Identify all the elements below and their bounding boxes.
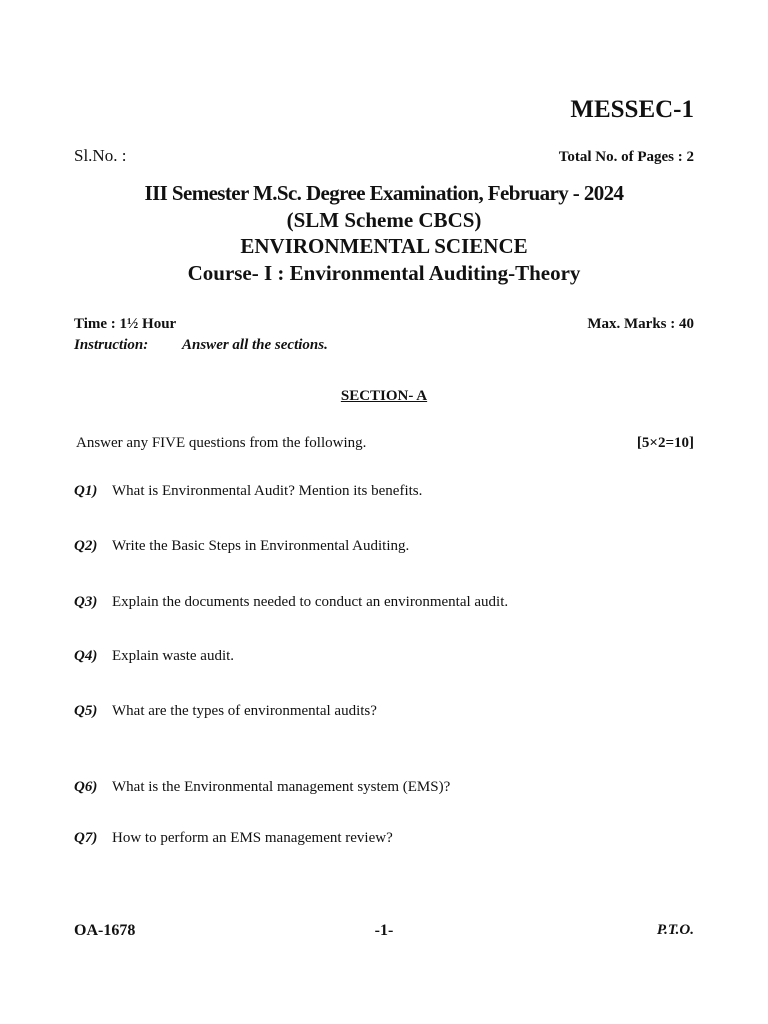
question-item xyxy=(74,779,450,796)
exam-course: Course- I : Environmental Auditing-Theory xyxy=(187,260,581,285)
total-pages: Total No. of Pages : 2 xyxy=(558,149,694,165)
section-marks: [5×2=10] xyxy=(636,435,694,451)
exam-scheme: (SLM Scheme CBCS) xyxy=(286,207,482,232)
question-text: What is the Environmental management system (EMS)? xyxy=(112,779,451,795)
question-number: Q7) xyxy=(74,830,98,846)
question-number: Q5) xyxy=(74,703,98,719)
footer-paper-code: OA-1678 xyxy=(74,922,136,939)
question-number: Q3) xyxy=(74,594,98,610)
question-text: How to perform an EMS management review? xyxy=(112,830,393,846)
section-intro: Answer any FIVE questions from the following. xyxy=(76,435,367,451)
question-text: What is Environmental Audit? Mention its benefits. xyxy=(112,483,423,499)
question-text: Write the Basic Steps in Environmental Auditing. xyxy=(112,538,410,554)
instruction xyxy=(74,337,328,354)
question-number: Q6) xyxy=(74,779,98,795)
instruction-text: Answer all the sections. xyxy=(182,337,328,353)
exam-subject: ENVIRONMENTAL SCIENCE xyxy=(240,234,528,258)
question-number: Q4) xyxy=(74,648,98,664)
exam-time: Time : 1½ Hour xyxy=(74,316,177,332)
footer-pto: P.T.O. xyxy=(656,922,694,938)
question-number: Q2) xyxy=(74,538,98,554)
footer-page-number: -1- xyxy=(374,922,394,939)
exam-title-block xyxy=(0,180,768,286)
instruction-label: Instruction: xyxy=(74,337,149,353)
question-item xyxy=(74,703,377,720)
question-text: Explain waste audit. xyxy=(112,648,235,664)
max-marks: Max. Marks : 40 xyxy=(587,316,694,332)
question-item xyxy=(74,594,508,611)
question-number: Q1) xyxy=(74,483,98,499)
question-item xyxy=(74,648,234,665)
question-item xyxy=(74,483,422,500)
question-item xyxy=(74,538,409,555)
question-text: What are the types of environmental audits? xyxy=(112,703,377,719)
paper-code: MESSEC-1 xyxy=(570,96,694,123)
question-item xyxy=(74,830,393,847)
serial-number-label: Sl.No. : xyxy=(74,146,127,165)
section-heading: SECTION- A xyxy=(340,388,428,404)
question-text: Explain the documents needed to conduct an environmental audit. xyxy=(112,594,509,610)
exam-title: III Semester M.Sc. Degree Examination, February - 2024 xyxy=(144,181,624,205)
